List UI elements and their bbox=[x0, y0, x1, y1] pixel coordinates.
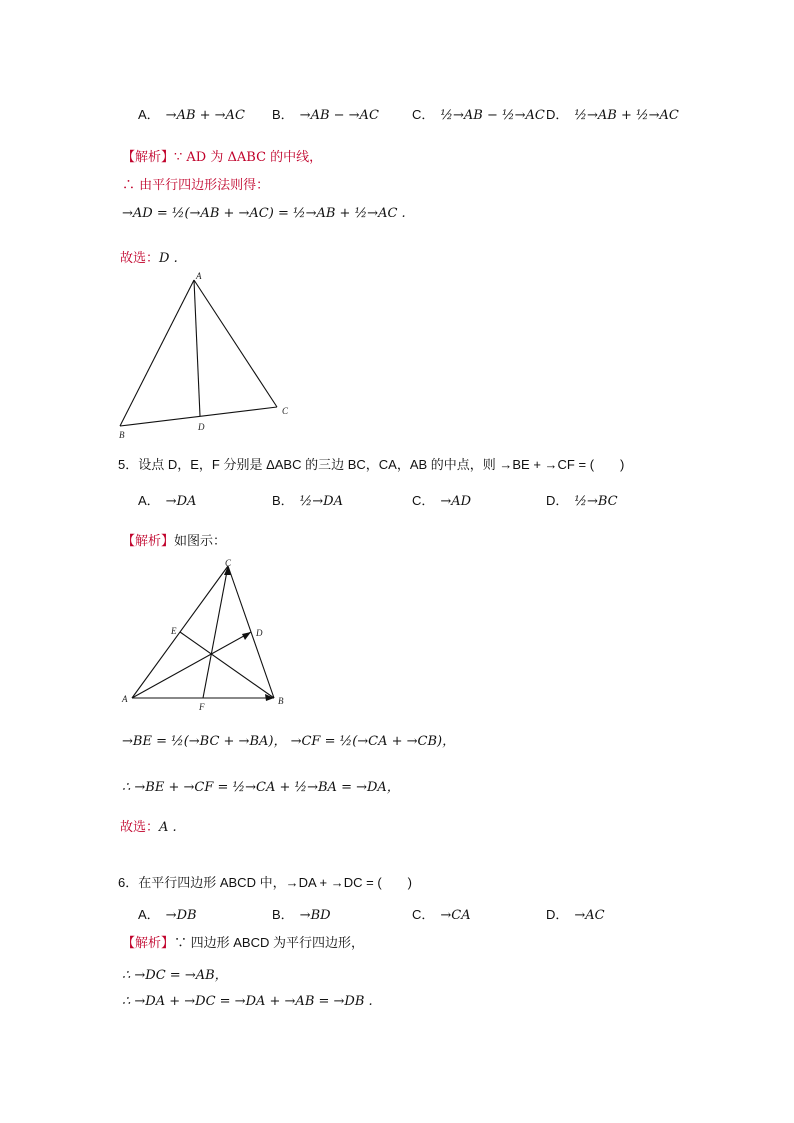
q4-solution-tag: 【解析】 bbox=[122, 149, 175, 164]
q4-label-b: B bbox=[119, 430, 125, 440]
q5-option-b-letter: B． bbox=[272, 493, 294, 508]
q5-solution-text1: 如图示： bbox=[174, 533, 227, 548]
q5-label-b: B bbox=[278, 696, 284, 706]
q4-solution-line3: →AD = ½(→AB + →AC) = ½→AB + ½→AC . bbox=[122, 206, 406, 221]
q4-median-ad bbox=[194, 280, 200, 416]
q6-option-d bbox=[546, 904, 605, 923]
q5-solution-line2: →BE = ½(→BC + →BA)， →CF = ½(→CA + →CB)， bbox=[122, 734, 456, 749]
q6-option-c-expr: →CA bbox=[440, 908, 471, 923]
q5-triangle-figure bbox=[118, 556, 298, 714]
q6-option-b-expr: →BD bbox=[299, 908, 331, 923]
q5-arrowhead-d bbox=[242, 632, 251, 640]
q6-option-d-expr: →AC bbox=[574, 908, 605, 923]
q4-option-a bbox=[138, 104, 245, 123]
q5-answer-value: A . bbox=[159, 820, 177, 835]
q6-solution-line3: ∴ →DA + →DC = →DA + →AB = →DB . bbox=[122, 994, 373, 1009]
q6-option-b-letter: B． bbox=[272, 907, 294, 922]
q6-option-c-letter: C． bbox=[412, 907, 435, 922]
q5-option-c-letter: C． bbox=[412, 493, 435, 508]
q5-label-e: E bbox=[171, 626, 177, 636]
q4-option-b-letter: B． bbox=[272, 107, 294, 122]
q4-answer bbox=[120, 247, 178, 266]
q4-answer-value: D . bbox=[159, 251, 178, 266]
q5-option-b-expr: ½→DA bbox=[299, 494, 343, 509]
q5-median-ad bbox=[132, 632, 251, 698]
q4-option-c-expr: ½→AB − ½→AC bbox=[440, 108, 545, 123]
q4-option-d bbox=[546, 104, 679, 123]
q6-option-a bbox=[138, 904, 197, 923]
q5-option-c bbox=[412, 490, 471, 509]
q5-label-c: C bbox=[225, 558, 232, 568]
q4-solution-text1: ∵ AD 为 ΔABC 的中线， bbox=[174, 150, 323, 165]
q5-answer-label: 故选： bbox=[120, 820, 160, 835]
q6-solution-tag: 【解析】 bbox=[122, 935, 175, 950]
q6-option-a-expr: →DB bbox=[165, 908, 197, 923]
q5-option-a bbox=[138, 490, 196, 509]
q6-option-c bbox=[412, 904, 471, 923]
q6-question: 6．在平行四边形 ABCD 中，→DA + →DC = ( ) bbox=[118, 875, 412, 890]
q4-solution-line1 bbox=[122, 146, 322, 165]
q5-solution-line1 bbox=[122, 530, 226, 549]
q6-solution-text1: ∵ 四边形 ABCD 为平行四边形， bbox=[174, 935, 364, 950]
q5-label-a: A bbox=[122, 694, 128, 704]
q5-label-d: D bbox=[256, 628, 263, 638]
q5-option-c-expr: →AD bbox=[440, 494, 472, 509]
q4-option-a-expr: →AB + →AC bbox=[165, 108, 245, 123]
q5-median-be bbox=[180, 632, 274, 698]
q4-option-a-letter: A． bbox=[138, 107, 160, 122]
q5-solution-line3: ∴ →BE + →CF = ½→CA + ½→BA = →DA， bbox=[122, 780, 400, 795]
q4-triangle-figure bbox=[110, 270, 300, 445]
q5-option-d-letter: D． bbox=[546, 493, 569, 508]
q6-solution-line1 bbox=[122, 932, 364, 951]
q6-option-a-letter: A． bbox=[138, 907, 160, 922]
q5-solution-tag: 【解析】 bbox=[122, 533, 175, 548]
q4-label-d: D bbox=[198, 422, 205, 432]
q4-option-b bbox=[272, 104, 379, 123]
q4-option-c-letter: C． bbox=[412, 107, 435, 122]
q5-option-d bbox=[546, 490, 618, 509]
q4-option-d-letter: D． bbox=[546, 107, 569, 122]
q4-side-ab bbox=[120, 280, 194, 426]
q5-median-cf bbox=[203, 566, 228, 698]
q5-label-f: F bbox=[199, 702, 205, 712]
q5-answer bbox=[120, 816, 177, 835]
q4-side-ac bbox=[194, 280, 277, 407]
q4-option-d-expr: ½→AB + ½→AC bbox=[574, 108, 679, 123]
q5-option-a-expr: →DA bbox=[165, 494, 197, 509]
q5-question: 5．设点 D，E，F 分别是 ΔABC 的三边 BC，CA，AB 的中点，则 →BE + →CF = ( ) bbox=[118, 457, 625, 472]
q4-label-a: A bbox=[196, 271, 202, 281]
q4-solution-line2: ∴ 由平行四边形法则得： bbox=[122, 178, 270, 193]
q6-solution-line2: ∴ →DC = →AB， bbox=[122, 968, 228, 983]
q5-option-d-expr: ½→BC bbox=[574, 494, 618, 509]
q5-option-a-letter: A． bbox=[138, 493, 160, 508]
q4-label-c: C bbox=[282, 406, 289, 416]
q6-option-d-letter: D． bbox=[546, 907, 569, 922]
q4-answer-label: 故选： bbox=[120, 251, 160, 266]
q6-option-b bbox=[272, 904, 331, 923]
q4-option-c bbox=[412, 104, 545, 123]
q5-option-b bbox=[272, 490, 343, 509]
q4-option-b-expr: →AB − →AC bbox=[299, 108, 379, 123]
